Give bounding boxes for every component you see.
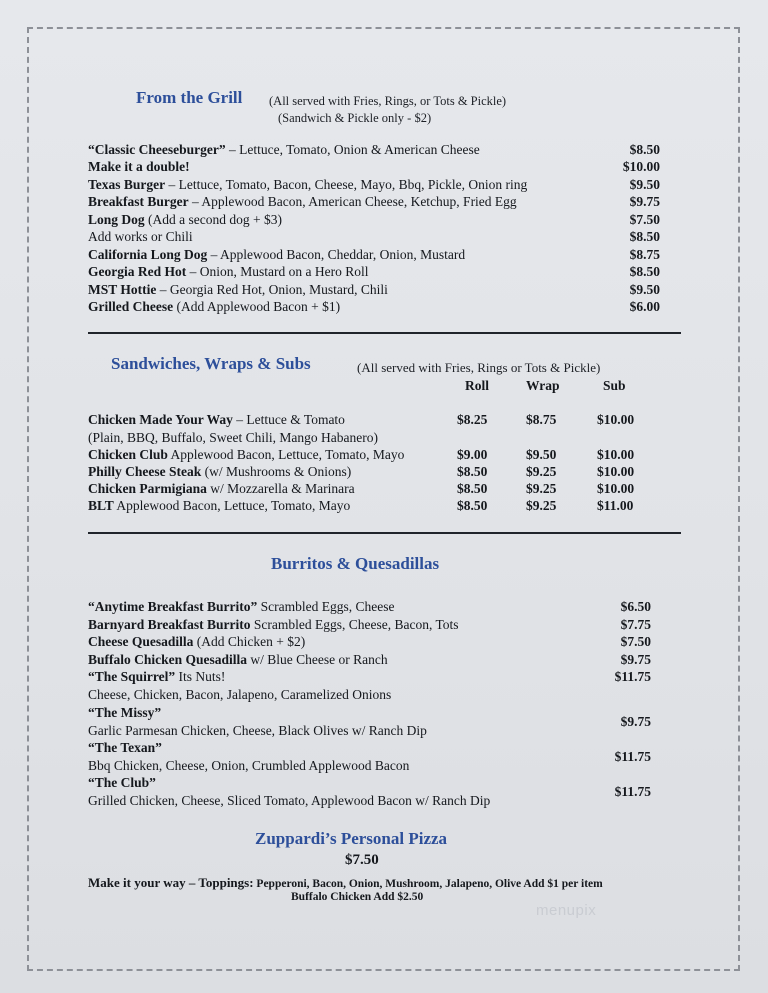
- item-name: “Anytime Breakfast Burrito”: [88, 599, 258, 614]
- item-price: $7.50: [629, 212, 660, 227]
- item-price: $8.50: [629, 229, 660, 244]
- item-line: [88, 651, 663, 669]
- item-description: Applewood Bacon, Lettuce, Tomato, Mayo: [167, 447, 405, 462]
- item-line: [88, 774, 663, 792]
- burritos-title: Burritos & Quesadillas: [271, 554, 440, 573]
- item-price: $11.75: [614, 749, 651, 764]
- item-price: $8.50: [629, 264, 660, 279]
- item-description: Applewood Bacon, Lettuce, Tomato, Mayo: [113, 498, 351, 513]
- item-price: $10.00: [622, 159, 660, 174]
- item-name: “Classic Cheeseburger”: [88, 142, 226, 157]
- column-sub: Sub: [603, 378, 626, 393]
- item-line: [88, 598, 663, 616]
- item-line: [88, 704, 663, 722]
- menu-item: [88, 633, 663, 651]
- item-ingredients: Garlic Parmesan Chicken, Cheese, Black Olives w/ Ranch Dip: [88, 722, 427, 738]
- item-description: w/ Mozzarella & Marinara: [206, 481, 355, 496]
- item-price: $7.75: [620, 617, 651, 632]
- item-name: “The Texan”: [88, 740, 162, 755]
- price-sub: $10.00: [597, 447, 635, 462]
- menu-item: [88, 497, 668, 515]
- menu-item: [88, 704, 663, 739]
- item-price: $9.75: [620, 652, 651, 667]
- item-description: (Add Applewood Bacon + $1): [173, 299, 341, 314]
- item-name: Long Dog: [88, 212, 145, 227]
- item-name: Chicken Parmigiana: [88, 481, 207, 496]
- menu-item: [88, 246, 668, 264]
- price-wrap: $9.25: [526, 481, 557, 496]
- item-description: – Applewood Bacon, Cheddar, Onion, Mustard: [207, 247, 466, 262]
- sandwiches-note: (All served with Fries, Rings or Tots & Pickle): [357, 360, 601, 375]
- item-price: $9.50: [629, 177, 660, 192]
- menu-item: [88, 668, 663, 703]
- item-name: “The Club”: [88, 775, 156, 790]
- menu-item: [88, 739, 663, 774]
- item-description: (Add Chicken + $2): [193, 634, 306, 649]
- item-name: BLT: [88, 498, 114, 513]
- item-name: MST Hottie: [88, 282, 157, 297]
- menu-item: [88, 463, 668, 481]
- item-description: (w/ Mushrooms & Onions): [201, 464, 352, 479]
- item-name: Chicken Club: [88, 447, 168, 462]
- section-divider: [88, 532, 681, 534]
- price-wrap: $9.50: [526, 447, 557, 462]
- item-name: Chicken Made Your Way: [88, 412, 233, 427]
- pizza-buffalo-option: Buffalo Chicken Add $2.50: [291, 891, 424, 903]
- menu-item: [88, 651, 663, 669]
- menu-item: [88, 228, 668, 246]
- section-divider: [88, 332, 681, 334]
- sandwiches-title: Sandwiches, Wraps & Subs: [111, 354, 311, 373]
- menu-item: [88, 193, 668, 211]
- item-price: $8.50: [629, 142, 660, 157]
- item-name: Barnyard Breakfast Burrito: [88, 617, 251, 632]
- price-sub: $10.00: [597, 412, 635, 427]
- menu-item: [88, 446, 668, 464]
- pizza-price: $7.50: [345, 852, 379, 868]
- item-price: $9.50: [629, 282, 660, 297]
- item-price: $6.00: [629, 299, 660, 314]
- menu-item: [88, 598, 663, 616]
- item-description: Its Nuts!: [175, 669, 226, 684]
- item-line: [88, 616, 663, 634]
- menu-item: [88, 429, 668, 447]
- item-name: “The Squirrel”: [88, 669, 176, 684]
- item-name: California Long Dog: [88, 247, 208, 262]
- menu-item: [88, 158, 668, 176]
- item-description: – Lettuce & Tomato: [232, 412, 345, 427]
- price-roll: $8.50: [457, 498, 488, 513]
- toppings-list: Pepperoni, Bacon, Onion, Mushroom, Jalapeno, Olive Add $1 per item: [253, 878, 603, 890]
- pizza-toppings: [88, 875, 603, 891]
- item-line: [88, 739, 663, 757]
- watermark-logo: menupix: [536, 902, 597, 919]
- item-ingredients: Grilled Chicken, Cheese, Sliced Tomato, Applewood Bacon w/ Ranch Dip: [88, 792, 491, 808]
- item-price: $7.50: [620, 634, 651, 649]
- item-name: Breakfast Burger: [88, 194, 189, 209]
- item-name: Grilled Cheese: [88, 299, 174, 314]
- menu-item: [88, 176, 668, 194]
- price-wrap: $9.25: [526, 464, 557, 479]
- price-sub: $11.00: [597, 498, 634, 513]
- item-ingredients: Bbq Chicken, Cheese, Onion, Crumbled Applewood Bacon: [88, 757, 410, 773]
- price-roll: $8.50: [457, 481, 488, 496]
- toppings-label: Make it your way – Toppings:: [88, 875, 254, 890]
- pizza-title: Zuppardi’s Personal Pizza: [255, 829, 448, 848]
- item-line: [88, 668, 663, 686]
- item-ingredients: Cheese, Chicken, Bacon, Jalapeno, Caramelized Onions: [88, 686, 392, 702]
- item-price: $11.75: [614, 669, 651, 684]
- menu-item: [88, 211, 668, 229]
- item-name: Texas Burger: [88, 177, 166, 192]
- item-description: (Add a second dog + $3): [144, 212, 282, 227]
- price-wrap: $8.75: [526, 412, 557, 427]
- menu-item: [88, 263, 668, 281]
- menu-item: [88, 281, 668, 299]
- item-price: $11.75: [614, 784, 651, 799]
- item-name: Philly Cheese Steak: [88, 464, 202, 479]
- menu-item: [88, 141, 668, 159]
- price-sub: $10.00: [597, 481, 635, 496]
- menu-item: [88, 411, 668, 429]
- menu-item: [88, 480, 668, 498]
- item-description: w/ Blue Cheese or Ranch: [247, 652, 388, 667]
- grill-note: (All served with Fries, Rings, or Tots & Pickle): [269, 94, 507, 108]
- item-name: Buffalo Chicken Quesadilla: [88, 652, 248, 667]
- price-roll: $8.25: [457, 412, 488, 427]
- price-sub: $10.00: [597, 464, 635, 479]
- item-line: [88, 633, 663, 651]
- column-wrap: Wrap: [526, 378, 560, 393]
- price-wrap: $9.25: [526, 498, 557, 513]
- item-price: $9.75: [620, 714, 651, 729]
- item-description: – Onion, Mustard on a Hero Roll: [186, 264, 369, 279]
- item-name: “The Missy”: [88, 705, 162, 720]
- price-roll: $9.00: [457, 447, 488, 462]
- price-roll: $8.50: [457, 464, 488, 479]
- item-description: (Plain, BBQ, Buffalo, Sweet Chili, Mango Habanero): [88, 430, 378, 445]
- item-description: – Georgia Red Hot, Onion, Mustard, Chili: [156, 282, 388, 297]
- item-name: Make it a double!: [88, 159, 190, 174]
- menu-item: [88, 774, 663, 809]
- item-price: $8.75: [629, 247, 660, 262]
- item-description: – Applewood Bacon, American Cheese, Ketchup, Fried Egg: [188, 194, 517, 209]
- column-roll: Roll: [465, 378, 490, 393]
- item-name: Cheese Quesadilla: [88, 634, 194, 649]
- grill-title: From the Grill: [136, 88, 243, 107]
- item-description: Scrambled Eggs, Cheese: [257, 599, 395, 614]
- item-name: Georgia Red Hot: [88, 264, 187, 279]
- menu-item: [88, 616, 663, 634]
- item-price: $9.75: [629, 194, 660, 209]
- item-description: Scrambled Eggs, Cheese, Bacon, Tots: [250, 617, 459, 632]
- item-description: Add works or Chili: [88, 229, 193, 244]
- item-description: – Lettuce, Tomato, Bacon, Cheese, Mayo, Bbq, Pickle, Onion ring: [165, 177, 528, 192]
- grill-note-2: (Sandwich & Pickle only - $2): [278, 111, 432, 125]
- menu-item: [88, 298, 668, 316]
- item-price: $6.50: [620, 599, 651, 614]
- item-description: – Lettuce, Tomato, Onion & American Cheese: [225, 142, 480, 157]
